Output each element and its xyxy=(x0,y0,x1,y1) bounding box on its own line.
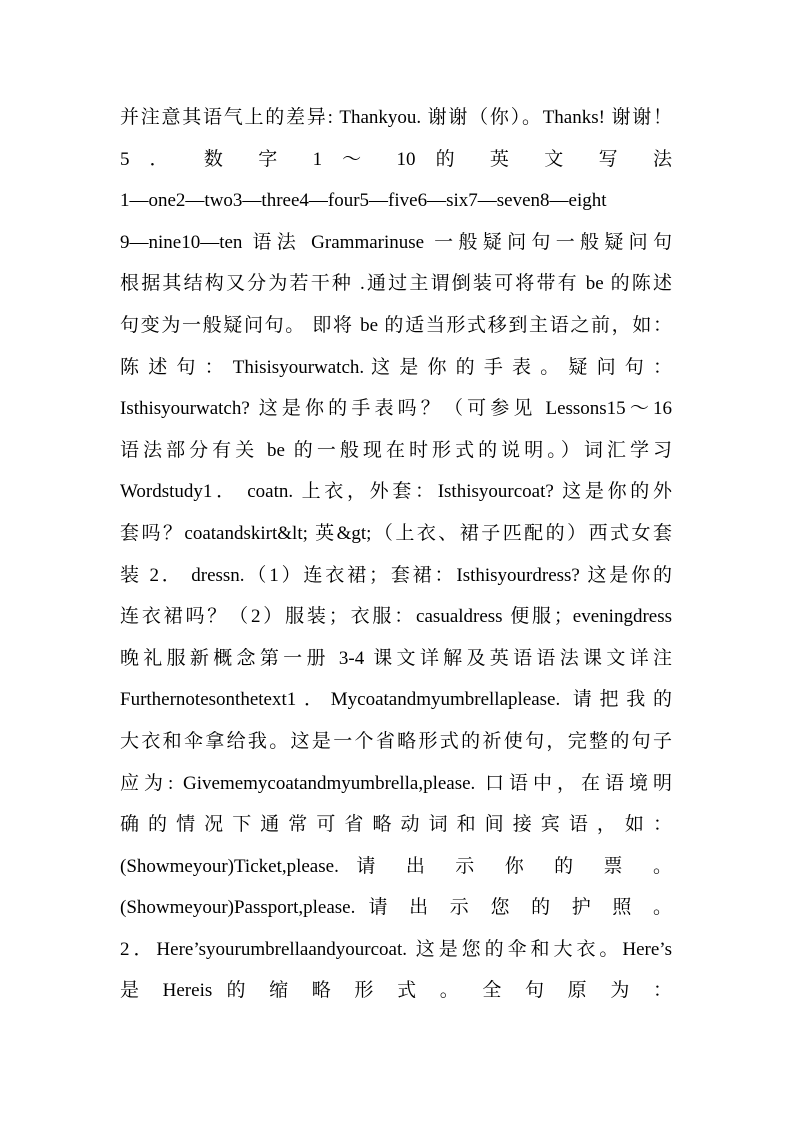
text-line: Isthisyourwatch? 这是你的手表吗？（可参见 Lessons15～16 xyxy=(120,398,672,420)
text-line: 1—one2—two3—three4—four5—five6—six7—seven8—eight xyxy=(120,190,607,212)
text-line: 应为: Givememycoatandmyumbrella,please. 口语中，在语境明 xyxy=(120,772,672,794)
body-text xyxy=(120,102,672,1017)
text-line: 并注意其语气上的差异: Thankyou. 谢谢（你）。Thanks! 谢谢！ xyxy=(120,107,672,128)
text-line: 确 的 情 况 下 通 常 可 省 略 动 词 和 间 接 宾 语 ， 如 ： xyxy=(120,814,672,836)
text-line: Furthernotesonthetext1．Mycoatandmyumbrellaplease. 请把我的 xyxy=(120,689,672,711)
text-line: 根据其结构又分为若干种 .通过主谓倒装可将带有 be 的陈述 xyxy=(120,273,672,295)
text-line: Wordstudy1． coatn. 上衣，外套：Isthisyourcoat? 这是你的外 xyxy=(120,481,672,503)
text-line: 2．Here’syourumbrellaandyourcoat. 这是您的伞和大衣。Here’s xyxy=(120,938,672,960)
text-line: 晚礼服新概念第一册 3-4 课文详解及英语语法课文详注 xyxy=(120,647,672,669)
text-line: 套吗？coatandskirt&lt; 英&gt;（上衣、裙子匹配的）西式女套 xyxy=(120,522,672,544)
text-line: 大衣和伞拿给我。这是一个省略形式的祈使句，完整的句子 xyxy=(120,730,672,752)
text-line: (Showmeyour)Ticket,please. 请 出 示 你 的 票 。 xyxy=(120,855,672,877)
text-line: 是 Hereis 的 缩 略 形 式 。 全 句 原 为 ： xyxy=(120,980,672,1002)
text-line: 5 ． 数 字 1 ～ 10 的 英 文 写 法 xyxy=(120,148,672,170)
text-line: 9—nine10—ten 语法 Grammarinuse 一般疑问句一般疑问句 xyxy=(120,231,672,253)
text-line: (Showmeyour)Passport,please. 请 出 示 您 的 护 照 。 xyxy=(120,897,672,919)
text-line: 装 2． dressn.（1）连衣裙；套裙：Isthisyourdress? 这是你的 xyxy=(120,564,672,586)
text-line: 语法部分有关 be 的一般现在时形式的说明。）词汇学习 xyxy=(120,439,672,461)
text-line: 陈 述 句 ： Thisisyourwatch. 这 是 你 的 手 表 。 疑 问 句 ： xyxy=(120,356,672,378)
text-line: 连衣裙吗？（2）服装；衣服：casualdress 便服；eveningdress xyxy=(120,606,672,628)
text-line: 句变为一般疑问句。 即将 be 的适当形式移到主语之前，如： xyxy=(120,314,672,336)
